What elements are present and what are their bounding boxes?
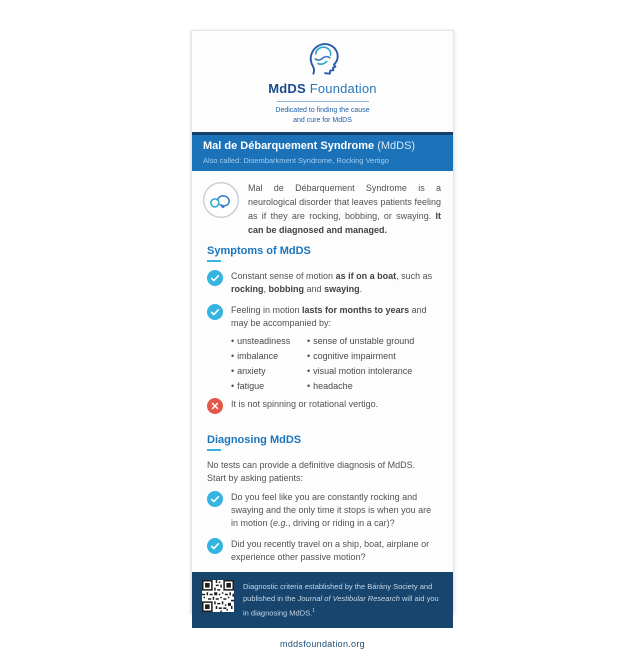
logo-tagline	[192, 106, 453, 126]
sublist-left-column	[231, 334, 307, 394]
diagnosing-intro: No tests can provide a definitive diagnosis of MdDS. Start by asking patients:	[207, 460, 416, 484]
intro-seg-period: .	[384, 225, 388, 236]
list-item: • sense of unstable ground	[307, 336, 415, 347]
diagnosing-question-1-text: Do you feel like you are constantly rocking and swaying and the only time it stops is when you are in motion (e.g., driving or riding in a car)?	[231, 492, 432, 529]
diagnosing-section	[192, 422, 453, 572]
logo-wordmark	[192, 81, 453, 96]
diagnosing-question-2-text: Did you recently travel on a ship, boat, airplane or experience other passive motion?	[231, 539, 430, 563]
not-vertigo-text: It is not spinning or rotational vertigo.	[231, 399, 379, 410]
title-abbreviation: (MdDS)	[374, 140, 416, 153]
intro-seg-bold: It can be diagnosed and managed	[248, 211, 441, 236]
symptom-bullet-1	[207, 270, 443, 296]
logo-divider	[277, 101, 369, 102]
check-circle-icon	[207, 270, 223, 286]
symptom-bullet-1-text: Constant sense of motion as if on a boat, such as rocking, bobbing and swaying.	[231, 271, 433, 295]
symptom-bullet-2-text: Feeling in motion lasts for months to years and may be accompanied by:	[231, 305, 427, 329]
intro-section	[192, 171, 453, 237]
brain-circle-icon	[202, 181, 240, 219]
list-item: • imbalance	[231, 351, 279, 362]
list-item: • visual motion intolerance	[307, 366, 413, 377]
footer	[192, 572, 453, 652]
list-item: • headache	[307, 381, 353, 392]
tagline-line1: Dedicated to finding the cause	[275, 107, 370, 114]
list-item: • cognitive impairment	[307, 351, 396, 362]
logo-name-bold: MdDS	[268, 81, 306, 96]
not-vertigo-bullet	[207, 398, 443, 414]
diagnosing-question-1	[207, 491, 443, 530]
footer-website-bar	[192, 628, 453, 652]
citation-text: Diagnostic criteria established by the Bárány Society and published in the Journal of Vestibular Research will aid you in diagnosing MdDS.$^1$	[243, 582, 439, 618]
diagnosing-heading-underline	[207, 449, 221, 451]
symptom-sublist	[231, 334, 443, 394]
list-item: • fatigue	[231, 381, 265, 392]
symptoms-heading: Symptoms of MdDS	[207, 245, 311, 258]
page-title	[203, 140, 442, 153]
symptoms-heading-underline	[207, 260, 221, 262]
intro-seg-0: Mal de Débarquement Syndrome is a neurological disorder that leaves patients feeling as if they are rocking, bobbing, or swaying.	[248, 183, 441, 222]
list-item: • unsteadiness	[231, 336, 291, 347]
x-circle-icon	[207, 398, 223, 414]
intro-paragraph	[248, 181, 441, 237]
tagline-line2: and cure for MdDS	[293, 117, 352, 125]
check-circle-icon	[207, 304, 223, 320]
diagnosing-heading: Diagnosing MdDS	[207, 434, 302, 447]
symptoms-section	[192, 237, 453, 422]
citation-superscript: 1	[312, 608, 315, 615]
check-circle-icon	[207, 491, 223, 507]
rack-card	[191, 30, 454, 649]
title-main: Mal de Débarquement Syndrome	[203, 140, 375, 153]
qr-code	[202, 580, 234, 612]
title-subtitle: Also called: Disembarkment Syndrome, Rocking Vertigo	[203, 156, 389, 166]
title-bar	[192, 132, 453, 171]
list-item: • anxiety	[231, 366, 266, 377]
sublist-right-column	[307, 334, 414, 394]
website-url: mddsfoundation.org	[280, 638, 365, 649]
footer-citation-bar	[192, 572, 453, 628]
diagnosing-question-2	[207, 538, 443, 564]
logo-header	[192, 31, 453, 126]
symptom-bullet-2	[207, 304, 443, 330]
check-circle-icon	[207, 538, 223, 554]
logo-name-rest: Foundation	[309, 81, 377, 96]
brain-head-logo-icon	[298, 38, 348, 80]
